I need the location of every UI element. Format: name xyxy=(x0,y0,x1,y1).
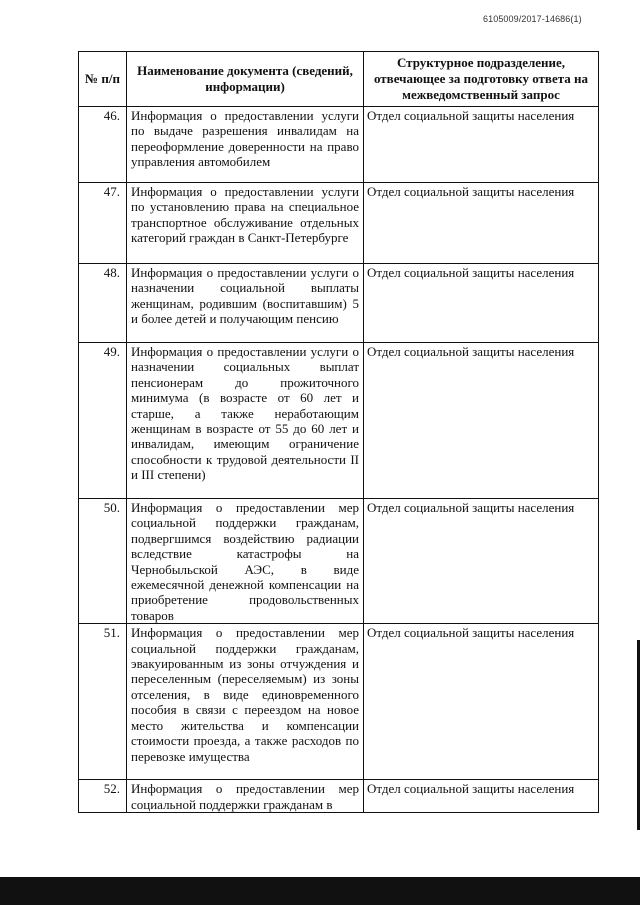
row-department: Отдел социальной защиты населения xyxy=(364,499,599,624)
row-number: 50. xyxy=(79,499,127,624)
table-row xyxy=(79,183,599,264)
row-document-name: Информация о предоставлении услуги о назначении социальной выплаты женщинам, родившим (воспитавшим) 5 и более детей и получающим пенсию xyxy=(127,264,364,343)
row-department: Отдел социальной защиты населения xyxy=(364,107,599,183)
header-number: № п/п xyxy=(79,52,127,107)
document-id-stamp: 6105009/2017-14686(1) xyxy=(483,14,582,24)
row-document-name: Информация о предоставлении мер социальной поддержки гражданам, подвергшимся воздействию радиации вследствие катастрофы на Чернобыльской АЭС, в виде ежемесячной денежной компенсации на приобретение продовольственных товаров xyxy=(127,499,364,624)
row-department: Отдел социальной защиты населения xyxy=(364,780,599,813)
scan-edge-bar-bottom xyxy=(0,877,640,905)
row-department: Отдел социальной защиты населения xyxy=(364,183,599,264)
row-number: 46. xyxy=(79,107,127,183)
header-department: Структурное подразделение, отвечающее за подготовку ответа на межведомственный запрос xyxy=(364,52,599,107)
table-row xyxy=(79,780,599,813)
row-document-name: Информация о предоставлении услуги по установлению права на специальное транспортное обслуживание отдельных категорий граждан в Санкт-Петербурге xyxy=(127,183,364,264)
row-department: Отдел социальной защиты населения xyxy=(364,624,599,780)
row-document-name: Информация о предоставлении мер социальной поддержки гражданам, эвакуированным из зоны отчуждения и переселенным (переселяемым) из зоны отселения, в виде единовременного пособия в связи с переездом на новое место жительства и компенсации стоимости проезда, а также расходов по перевозке имущества xyxy=(127,624,364,780)
row-number: 49. xyxy=(79,343,127,499)
header-document-name: Наименование документа (сведений, информации) xyxy=(127,52,364,107)
row-department: Отдел социальной защиты населения xyxy=(364,264,599,343)
table-row xyxy=(79,343,599,499)
table-header-row xyxy=(79,52,599,107)
table-row xyxy=(79,499,599,624)
row-document-name: Информация о предоставлении услуги по выдаче разрешения инвалидам на переоформление доверенности на право управления автомобилем xyxy=(127,107,364,183)
document-table xyxy=(78,51,599,813)
row-number: 47. xyxy=(79,183,127,264)
row-document-name: Информация о предоставлении мер социальной поддержки гражданам в xyxy=(127,780,364,813)
row-number: 48. xyxy=(79,264,127,343)
row-number: 51. xyxy=(79,624,127,780)
table-row xyxy=(79,624,599,780)
row-department: Отдел социальной защиты населения xyxy=(364,343,599,499)
row-number: 52. xyxy=(79,780,127,813)
table-row xyxy=(79,264,599,343)
row-document-name: Информация о предоставлении услуги о назначении социальных выплат пенсионерам до прожиточного минимума (в возрасте от 60 лет и старше, а также неработающим женщинам в возрасте от 55 до 60 лет и инвалидам, имеющим ограничение способности к трудовой деятельности II и III степени) xyxy=(127,343,364,499)
table-row xyxy=(79,107,599,183)
